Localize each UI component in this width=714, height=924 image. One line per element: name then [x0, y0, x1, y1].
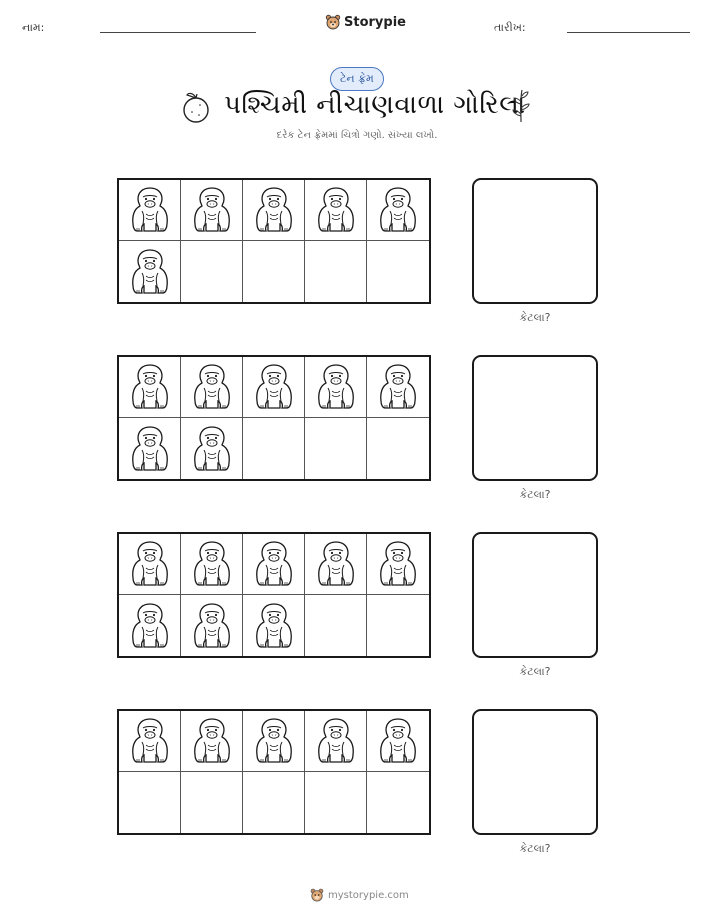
filled-cell [119, 711, 181, 772]
filled-cell [119, 595, 181, 656]
footer [310, 888, 409, 902]
gorilla-icon [314, 361, 358, 413]
footer-site: mystorypie.com [328, 889, 409, 901]
empty-cell [305, 241, 367, 302]
answer-box[interactable] [472, 178, 598, 304]
ten-frame [117, 178, 431, 304]
filled-cell [243, 595, 305, 656]
gorilla-icon [252, 600, 296, 652]
how-many-label: કેટલા? [519, 665, 551, 678]
filled-cell [181, 357, 243, 418]
category-badge: ટેન ફ્રેમ [330, 67, 384, 91]
filled-cell [181, 418, 243, 479]
instructions: દરેક ટેન ફ્રેમમાં ચિત્રો ગણો. સંખ્યા લખો. [276, 130, 438, 141]
gorilla-icon [252, 538, 296, 590]
how-many-label: કેટલા? [519, 311, 551, 324]
name-label: નામ: [22, 21, 45, 34]
empty-cell [305, 595, 367, 656]
bear-icon [310, 888, 324, 902]
filled-cell [119, 534, 181, 595]
gorilla-icon [190, 600, 234, 652]
orange-icon [181, 90, 211, 124]
empty-cell [181, 241, 243, 302]
gorilla-icon [314, 715, 358, 767]
filled-cell [243, 711, 305, 772]
name-field[interactable] [100, 32, 256, 33]
answer-box[interactable] [472, 532, 598, 658]
filled-cell [305, 534, 367, 595]
date-field[interactable] [567, 32, 690, 33]
filled-cell [305, 180, 367, 241]
gorilla-icon [190, 715, 234, 767]
gorilla-icon [190, 184, 234, 236]
filled-cell [181, 180, 243, 241]
empty-cell [243, 772, 305, 833]
gorilla-icon [128, 184, 172, 236]
filled-cell [181, 595, 243, 656]
answer-box[interactable] [472, 355, 598, 481]
empty-cell [305, 772, 367, 833]
gorilla-icon [376, 538, 420, 590]
empty-cell [181, 772, 243, 833]
gorilla-icon [190, 538, 234, 590]
filled-cell [181, 534, 243, 595]
gorilla-icon [128, 600, 172, 652]
ten-frame [117, 709, 431, 835]
gorilla-icon [376, 361, 420, 413]
ten-frame [117, 355, 431, 481]
gorilla-icon [128, 246, 172, 298]
how-many-label: કેટલા? [519, 488, 551, 501]
filled-cell [367, 534, 429, 595]
brand-name: Storypie [344, 14, 406, 30]
gorilla-icon [314, 184, 358, 236]
filled-cell [119, 241, 181, 302]
empty-cell [367, 241, 429, 302]
how-many-label: કેટલા? [519, 842, 551, 855]
gorilla-icon [128, 715, 172, 767]
filled-cell [119, 180, 181, 241]
gorilla-icon [252, 184, 296, 236]
gorilla-icon [190, 423, 234, 475]
empty-cell [243, 418, 305, 479]
empty-cell [305, 418, 367, 479]
empty-cell [243, 241, 305, 302]
empty-cell [367, 595, 429, 656]
filled-cell [367, 357, 429, 418]
gorilla-icon [376, 715, 420, 767]
filled-cell [305, 711, 367, 772]
filled-cell [367, 180, 429, 241]
page-title: પશ્ચિમી નીચાણવાળા ગોરિલા [224, 90, 526, 120]
brand-logo [325, 14, 406, 30]
gorilla-icon [128, 361, 172, 413]
filled-cell [367, 711, 429, 772]
gorilla-icon [314, 538, 358, 590]
gorilla-icon [252, 715, 296, 767]
filled-cell [243, 180, 305, 241]
filled-cell [305, 357, 367, 418]
bear-icon [325, 14, 341, 30]
empty-cell [119, 772, 181, 833]
empty-cell [367, 772, 429, 833]
gorilla-icon [128, 538, 172, 590]
answer-box[interactable] [472, 709, 598, 835]
gorilla-icon [252, 361, 296, 413]
filled-cell [243, 534, 305, 595]
date-label: તારીખ: [494, 21, 526, 34]
empty-cell [367, 418, 429, 479]
gorilla-icon [128, 423, 172, 475]
filled-cell [119, 418, 181, 479]
filled-cell [119, 357, 181, 418]
leaf-sprig-icon [510, 88, 532, 124]
gorilla-icon [376, 184, 420, 236]
ten-frame [117, 532, 431, 658]
filled-cell [181, 711, 243, 772]
filled-cell [243, 357, 305, 418]
gorilla-icon [190, 361, 234, 413]
